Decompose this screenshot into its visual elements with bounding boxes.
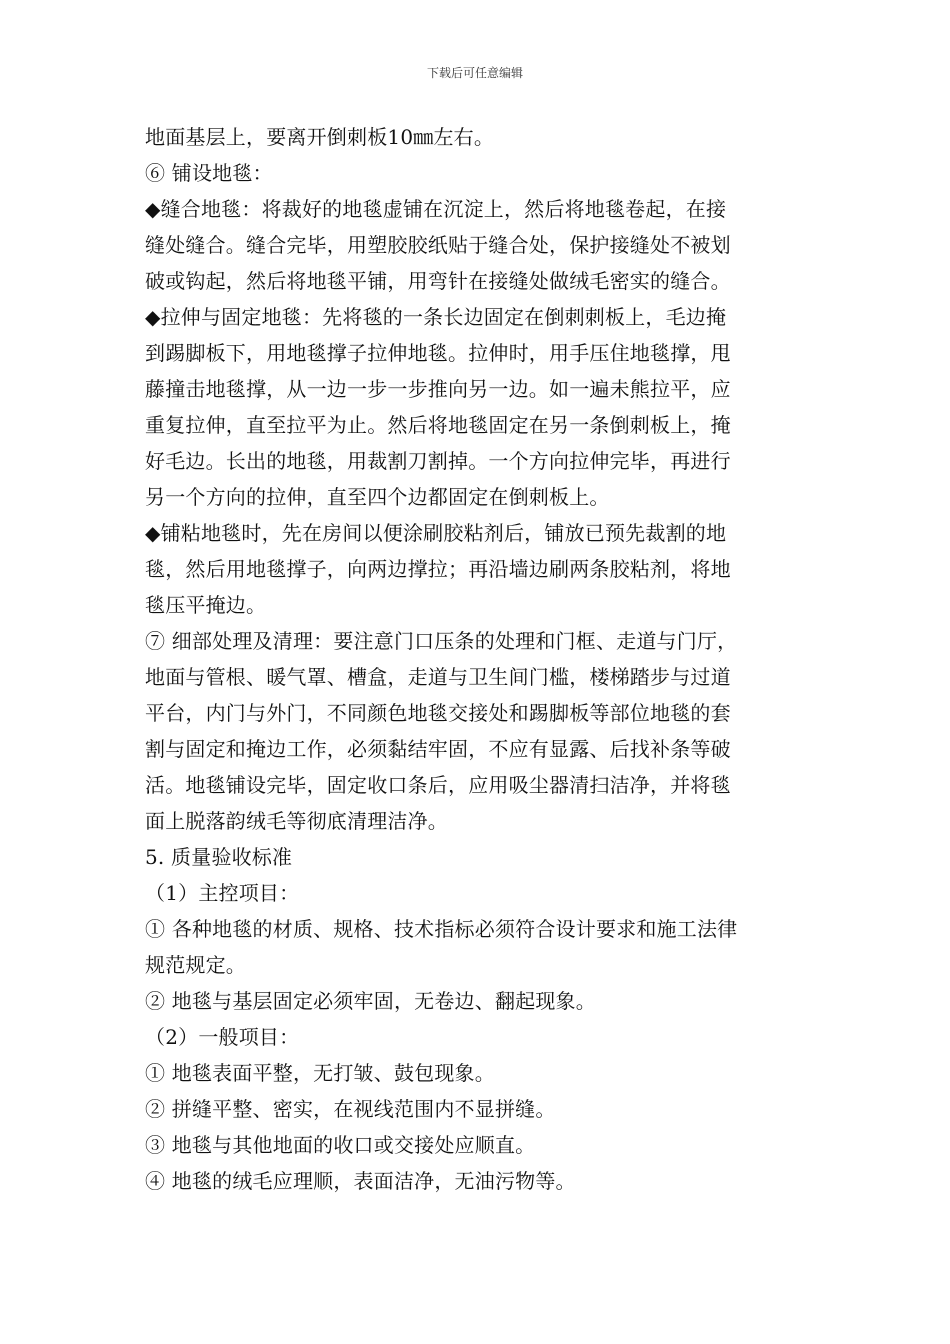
text-line: ④ 地毯的绒毛应理顺，表面洁净，无油污物等。 [145,1169,576,1193]
text-line: 另一个方向的拉伸，直至四个边都固定在倒刺板上。 [145,485,610,509]
text-line: 毯，然后用地毯撑子，向两边撑拉；再沿墙边刷两条胶粘剂，将地 [145,557,731,581]
text-line: ① 地毯表面平整，无打皱、鼓包现象。 [145,1061,495,1085]
document-body [145,119,807,1199]
text-line: 面上脱落韵绒毛等彻底清理洁净。 [145,809,448,833]
text-line: 割与固定和掩边工作，必须黏结牢固，不应有显露、后找补条等破 [145,737,731,761]
subsection-heading: （2）一般项目： [145,1025,300,1049]
text-line: ⑦ 细部处理及清理：要注意门口压条的处理和门框、走道与门厅， [145,629,738,653]
text-line: ◆拉伸与固定地毯：先将毯的一条长边固定在倒刺刺板上，毛边掩 [145,305,727,329]
text-line: ② 地毯与基层固定必须牢固，无卷边、翻起现象。 [145,989,596,1013]
text-line: ② 拼缝平整、密实，在视线范围内不显拼缝。 [145,1097,556,1121]
text-line: 到踢脚板下，用地毯撑子拉伸地毯。拉伸时，用手压住地毯撑，甩 [145,341,731,365]
text-line: ① 各种地毯的材质、规格、技术指标必须符合设计要求和施工法律 [145,917,738,941]
text-line: ◆缝合地毯：将裁好的地毯虚铺在沉淀上，然后将地毯卷起，在接 [145,197,727,221]
text-line: 规范规定。 [145,953,246,977]
text-line: ◆铺粘地毯时，先在房间以便涂刷胶粘剂后，铺放已预先裁割的地 [145,521,727,545]
text-line: 重复拉伸，直至拉平为止。然后将地毯固定在另一条倒刺板上，掩 [145,413,731,437]
page-header: 下载后可任意编辑 [426,66,523,80]
subsection-heading: （1）主控项目： [145,881,300,905]
text-line: 活。地毯铺设完毕，固定收口条后，应用吸尘器清扫洁净，并将毯 [145,773,731,797]
text-line: ⑥ 铺设地毯： [145,161,273,185]
section-heading: 5. 质量验收标准 [145,845,293,869]
text-line: 缝处缝合。缝合完毕，用塑胶胶纸贴于缝合处，保护接缝处不被划 [145,233,731,257]
text-line: 平台，内门与外门，不同颜色地毯交接处和踢脚板等部位地毯的套 [145,701,731,725]
text-line: 破或钩起，然后将地毯平铺，用弯针在接缝处做绒毛密实的缝合。 [145,269,731,293]
text-line: 地面基层上，要离开倒刺板10㎜左右。 [145,125,495,149]
text-line: 毯压平掩边。 [145,593,267,617]
text-line: 地面与管根、暖气罩、槽盒，走道与卫生间门槛，楼梯踏步与过道 [145,665,731,689]
text-line: 好毛边。长出的地毯，用裁割刀割掉。一个方向拉伸完毕，再进行 [145,449,731,473]
text-line: ③ 地毯与其他地面的收口或交接处应顺直。 [145,1133,536,1157]
text-line: 藤撞击地毯撑，从一边一步一步推向另一边。如一遍未熊拉平，应 [145,377,731,401]
